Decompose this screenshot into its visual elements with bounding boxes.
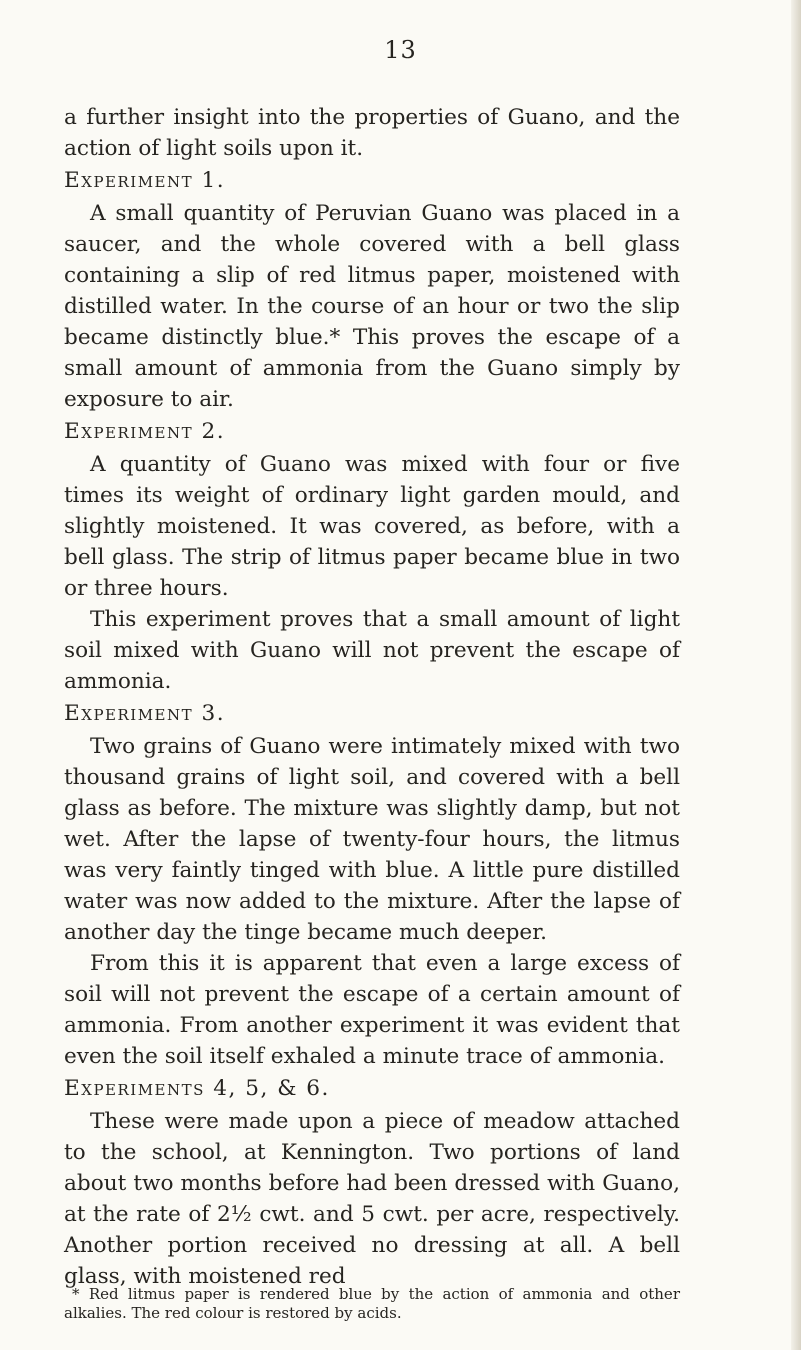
paragraph: From this it is apparent that even a large excess of soil will not prevent the escape of a certain amount of ammonia. From another experiment it was evident that even the soil itself exhaled a minute trace of ammonia. xyxy=(64,951,680,1069)
body-text xyxy=(64,102,680,1292)
paragraph: This experiment proves that a small amount of light soil mixed with Guano will not prevent the escape of ammonia. xyxy=(64,607,680,694)
paragraph: A small quantity of Peruvian Guano was placed in a saucer, and the whole covered with a bell glass containing a slip of red litmus paper, moistened with distilled water. In the course of an hour or two the slip became distinctly blue.* This proves the escape of a small amount of ammonia from the Guano simply by exposure to air. xyxy=(64,201,680,412)
page-edge xyxy=(791,0,801,1350)
page-number: 13 xyxy=(384,36,417,64)
footnote-text: Red litmus paper is rendered blue by the action of ammonia and other alkalies. The red colour is restored by acids. xyxy=(64,1285,680,1322)
footnote xyxy=(64,1285,680,1323)
section-heading: Experiments 4, 5, & 6. xyxy=(64,1076,330,1101)
section-heading: Experiment 2. xyxy=(64,419,226,444)
footnote-marker: * xyxy=(72,1285,80,1303)
paragraph: Two grains of Guano were intimately mixed with two thousand grains of light soil, and covered with a bell glass as before. The mixture was slightly damp, but not wet. After the lapse of twenty-four hours, the litmus was very faintly tinged with blue. A little pure distilled water was now added to the mixture. After the lapse of another day the tinge became much deeper. xyxy=(64,734,680,945)
section-heading: Experiment 3. xyxy=(64,701,226,726)
paragraph: a further insight into the properties of Guano, and the action of light soils upon it. xyxy=(64,105,680,161)
paragraph: These were made upon a piece of meadow attached to the school, at Kennington. Two portions of land about two months before had been dressed with Guano, at the rate of 2½ cwt. and 5 cwt. per acre, respectively. Another portion received no dressing at all. A bell glass, with moistened red xyxy=(64,1109,680,1289)
section-heading: Experiment 1. xyxy=(64,168,226,193)
paragraph: A quantity of Guano was mixed with four or five times its weight of ordinary light garden mould, and slightly moistened. It was covered, as before, with a bell glass. The strip of litmus paper became blue in two or three hours. xyxy=(64,452,680,601)
